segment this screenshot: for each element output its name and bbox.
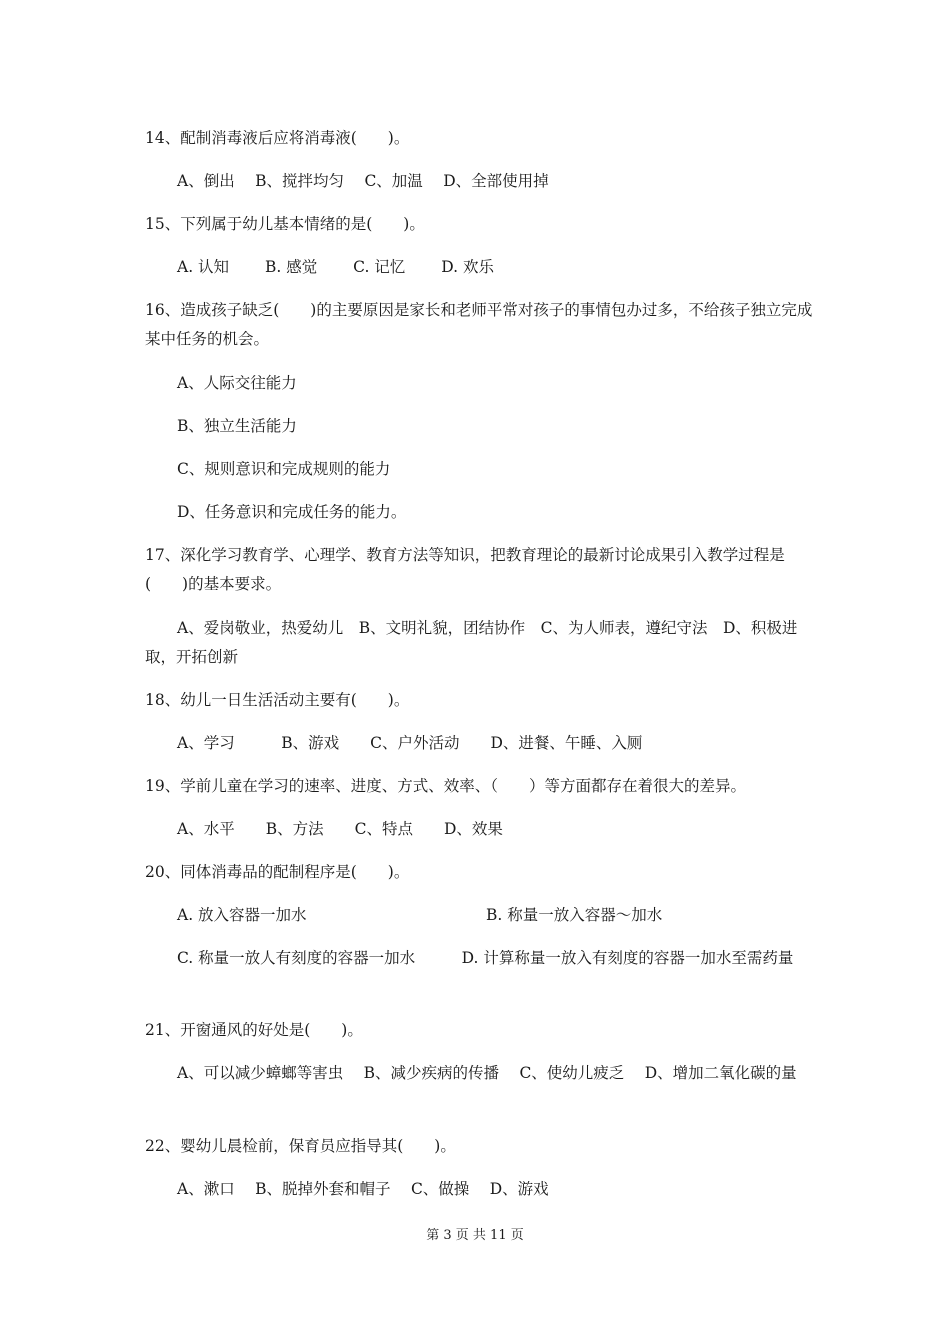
question-19-options: A、水平 B、方法 C、特点 D、效果 xyxy=(177,820,503,838)
question-18-stem: 18、幼儿一日生活活动主要有( )。 xyxy=(145,691,410,709)
question-16-stem: 16、造成孩子缺乏( )的主要原因是家长和老师平常对孩子的事情包办过多，不给孩子独立完成某中任务的机会。 xyxy=(145,301,813,348)
question-20-options-cd: C. 称量一放人有刻度的容器一加水 D. 计算称量一放入有刻度的容器一加水至需药量 xyxy=(177,949,794,967)
question-16-option-c: C、规则意识和完成规则的能力 xyxy=(177,460,391,478)
question-18-options: A、学习 B、游戏 C、户外活动 D、进餐、午睡、入厕 xyxy=(177,734,643,752)
question-20-option-a: A. 放入容器一加水 xyxy=(177,906,307,924)
question-22-stem: 22、婴幼儿晨检前，保育员应指导其( )。 xyxy=(145,1137,456,1155)
question-20-stem: 20、同体消毒品的配制程序是( )。 xyxy=(145,863,410,881)
question-21-options: A、可以减少蟑螂等害虫 B、减少疾病的传播 C、使幼儿疲乏 D、增加二氧化碳的量 xyxy=(177,1064,797,1082)
question-15-options: A. 认知 B. 感觉 C. 记忆 D. 欢乐 xyxy=(177,258,494,276)
question-17-options: A、爱岗敬业，热爱幼儿 B、文明礼貌，团结协作 C、为人师表，遵纪守法 D、积极进取，开拓创新 xyxy=(145,619,798,666)
page-number-footer: 第 3 页 共 11 页 xyxy=(426,1228,524,1243)
question-19-stem: 19、学前儿童在学习的速率、进度、方式、效率、（ ）等方面都存在着很大的差异。 xyxy=(145,777,746,795)
question-15-stem: 15、下列属于幼儿基本情绪的是( )。 xyxy=(145,215,425,233)
question-16-option-a: A、人际交往能力 xyxy=(177,374,297,392)
question-14-options: A、倒出 B、搅拌均匀 C、加温 D、全部使用掉 xyxy=(177,172,549,190)
question-14-stem: 14、配制消毒液后应将消毒液( )。 xyxy=(145,129,410,147)
question-16-option-b: B、独立生活能力 xyxy=(177,417,297,435)
question-16-option-d: D、任务意识和完成任务的能力。 xyxy=(177,503,407,521)
question-22-options: A、漱口 B、脱掉外套和帽子 C、做操 D、游戏 xyxy=(177,1180,549,1198)
question-21-stem: 21、开窗通风的好处是( )。 xyxy=(145,1021,363,1039)
question-17-stem: 17、深化学习教育学、心理学、教育方法等知识，把教育理论的最新讨论成果引入教学过程是( )的基本要求。 xyxy=(145,546,785,593)
question-20-option-b: B. 称量一放入容器～加水 xyxy=(486,906,663,924)
